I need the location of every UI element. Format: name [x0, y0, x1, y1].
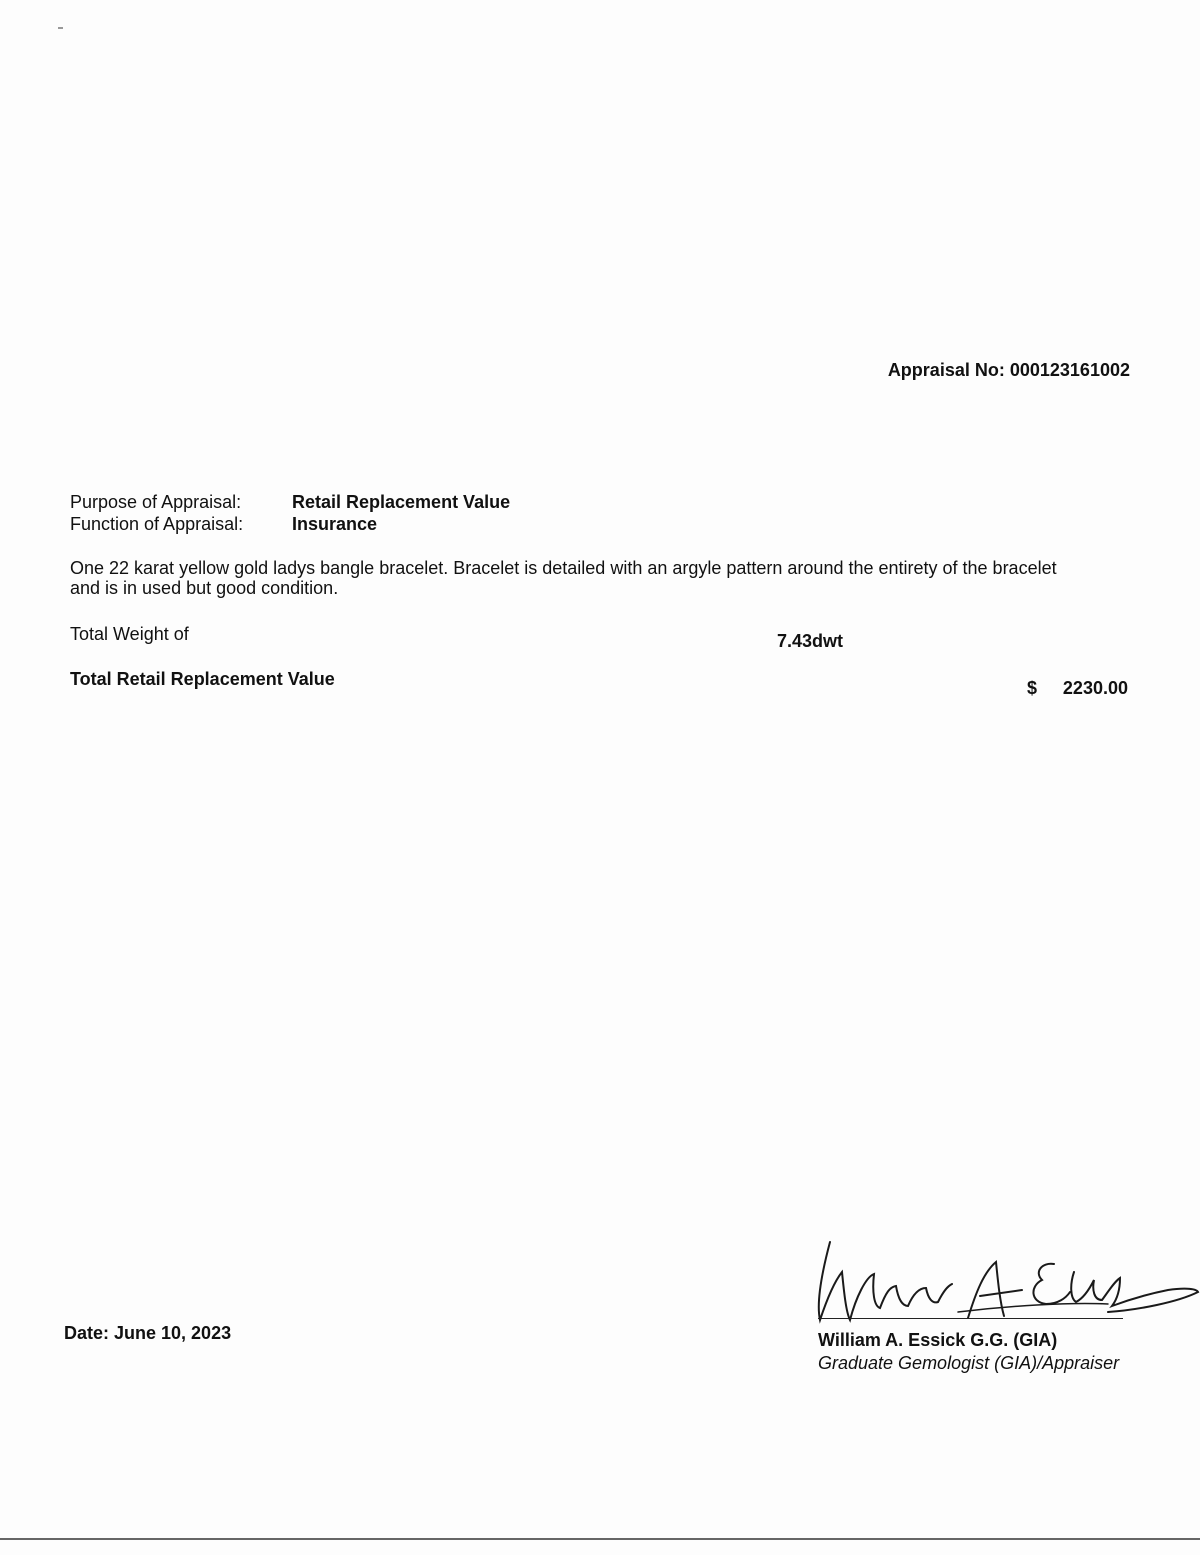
total-weight-label: Total Weight of	[70, 624, 189, 644]
appraisal-number-value: 000123161002	[1009, 360, 1130, 380]
total-weight-value: 7.43dwt	[777, 631, 844, 651]
appraisal-number-label: Appraisal No:	[887, 360, 1005, 380]
scan-mark	[58, 27, 63, 29]
item-description: One 22 karat yellow gold ladys bangle bracelet. Bracelet is detailed with an argyle pattern around the entirety of the bracelet and is in used but good condition.	[70, 558, 1057, 598]
bottom-rule	[0, 1538, 1200, 1540]
appraisal-number	[888, 360, 1130, 381]
total-value-label: Total Retail Replacement Value	[70, 669, 335, 689]
signature-icon	[808, 1232, 1200, 1327]
appraisal-date: Date: June 10, 2023	[64, 1323, 232, 1343]
purpose-label: Purpose of Appraisal:	[70, 492, 242, 512]
function-label: Function of Appraisal:	[70, 514, 244, 534]
purpose-row	[70, 492, 510, 513]
signature-line	[818, 1318, 1123, 1319]
function-row	[70, 514, 377, 535]
appraiser-title: Graduate Gemologist (GIA)/Appraiser	[818, 1353, 1120, 1373]
total-value-currency: $	[1027, 678, 1038, 698]
total-value-amount: 2230.00	[1062, 678, 1128, 698]
purpose-value: Retail Replacement Value	[292, 492, 511, 512]
function-value: Insurance	[292, 514, 378, 534]
appraiser-name: William A. Essick G.G. (GIA)	[818, 1330, 1058, 1350]
